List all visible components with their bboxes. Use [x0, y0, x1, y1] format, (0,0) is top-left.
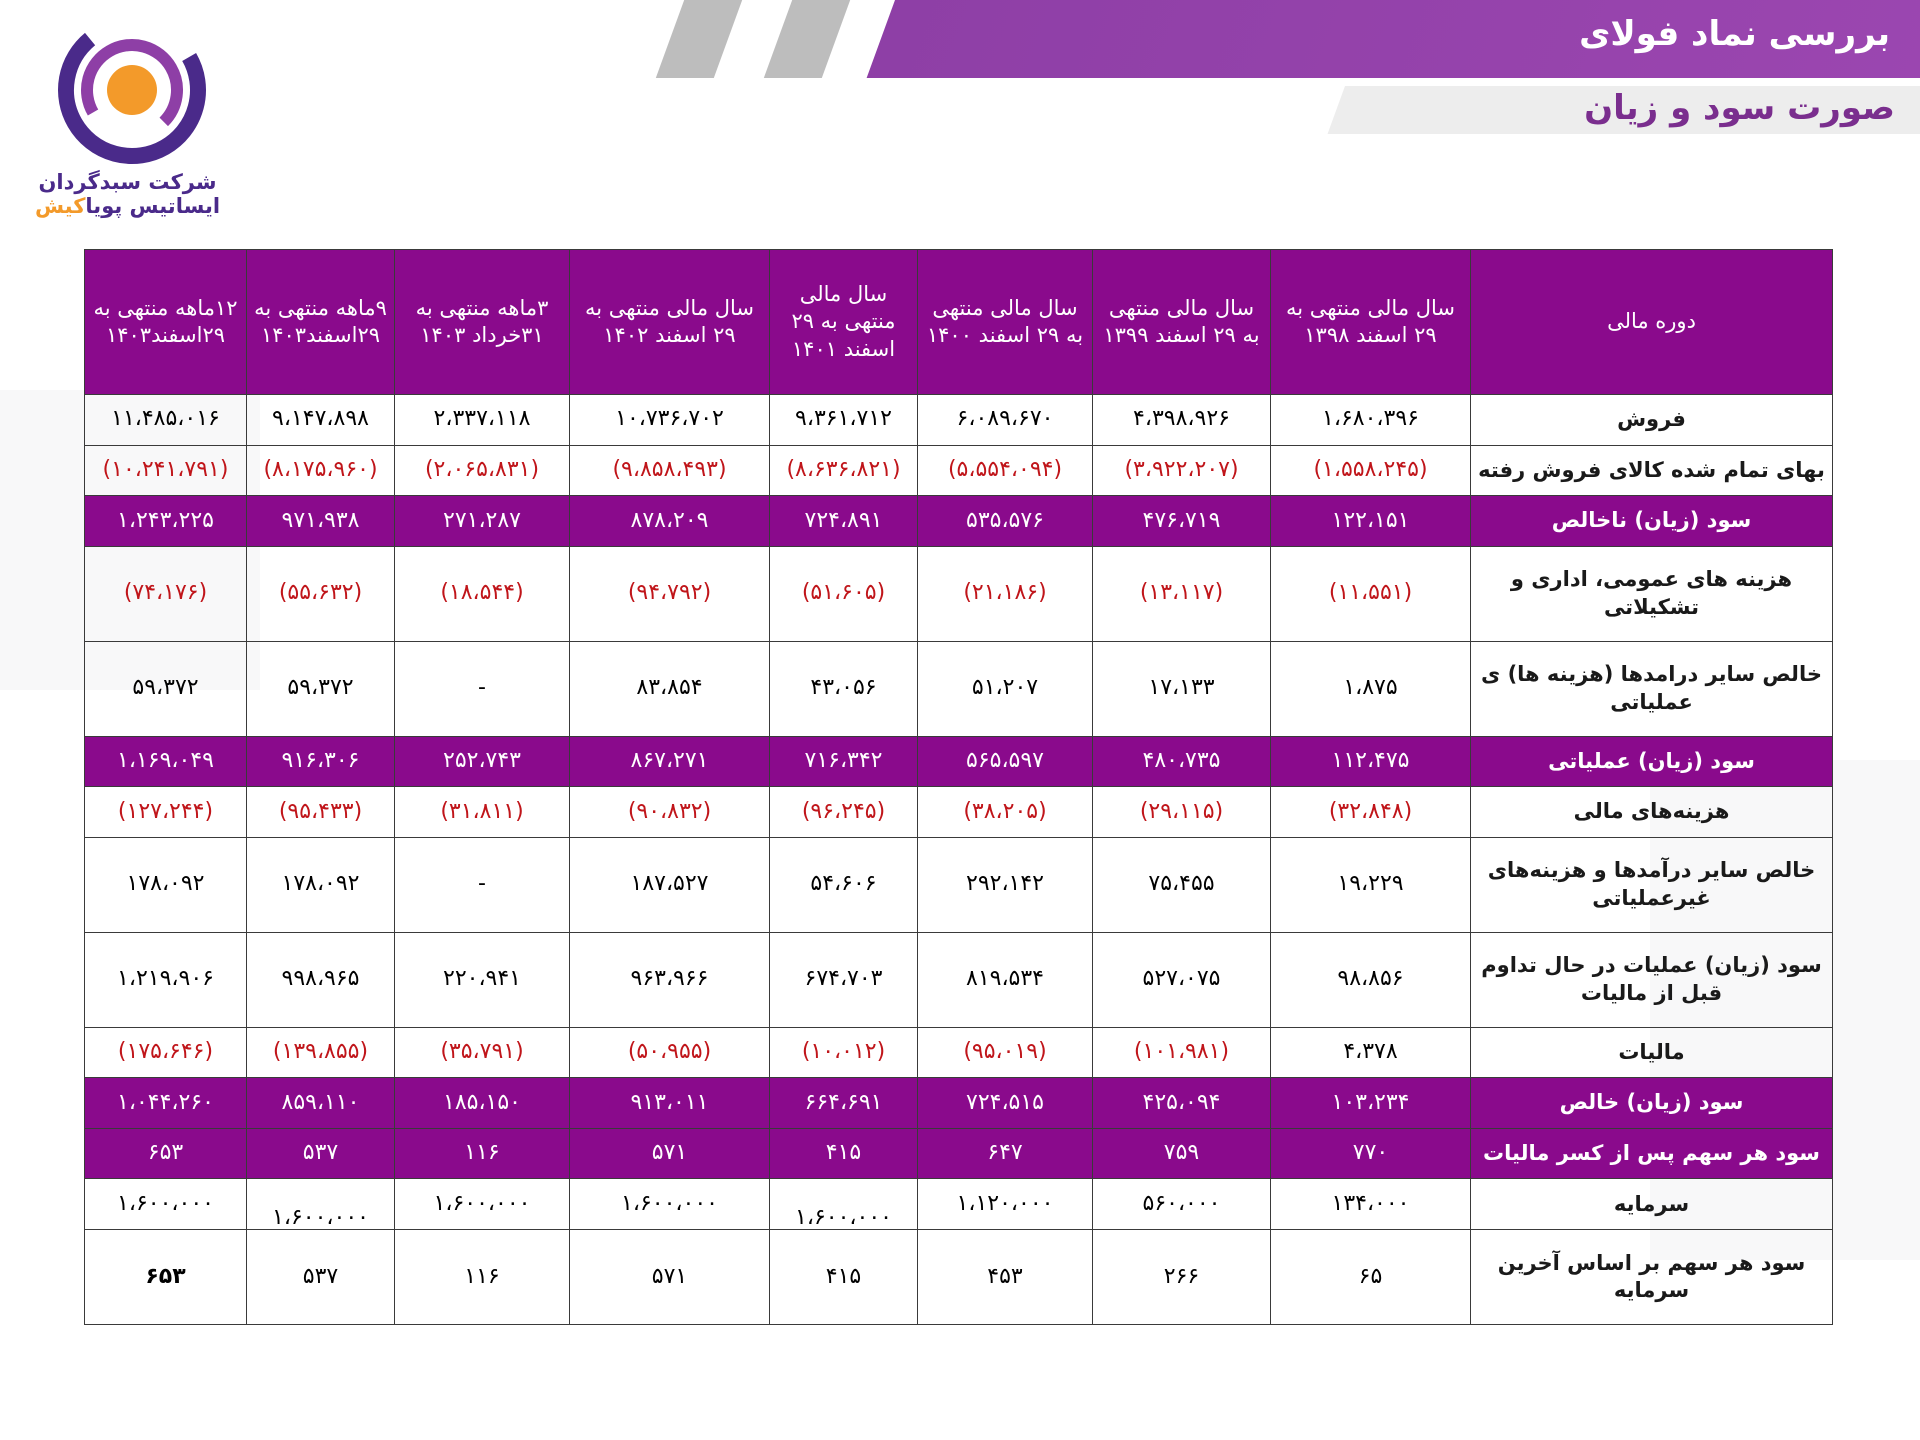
page-title: بررسی نماد فولای [1579, 14, 1890, 54]
table-cell: (۱۰،۰۱۲) [770, 1027, 918, 1078]
table-cell: ۴۸۰،۷۳۵ [1093, 736, 1271, 787]
table-cell: ۵۳۷ [247, 1230, 395, 1325]
table-cell: ۱۸۷،۵۲۷ [570, 837, 770, 932]
row-label: سود (زیان) خالص [1471, 1078, 1833, 1129]
table-cell: ۲،۳۳۷،۱۱۸ [395, 395, 570, 446]
table-cell: (۱۸،۵۴۴) [395, 546, 570, 641]
header-cell: سال مالی منتهی به ۲۹ اسفند ۱۳۹۸ [1271, 250, 1471, 395]
table-cell: ۵۳۵،۵۷۶ [918, 496, 1093, 547]
header-cell: سال مالی منتهی به ۲۹ اسفند ۱۳۹۹ [1093, 250, 1271, 395]
table-row [85, 395, 1833, 446]
table-cell: ۱۰،۷۳۶،۷۰۲ [570, 395, 770, 446]
table-cell: (۱۲۷،۲۴۴) [85, 787, 247, 838]
table-cell: ۶۴۷ [918, 1128, 1093, 1179]
table-cell: (۱۰،۲۴۱،۷۹۱) [85, 445, 247, 496]
table-cell: ۴،۳۷۸ [1271, 1027, 1471, 1078]
table-cell: ۲۵۲،۷۴۳ [395, 736, 570, 787]
table-cell: ۱،۱۲۰،۰۰۰ [918, 1179, 1093, 1230]
row-label: مالیات [1471, 1027, 1833, 1078]
row-label: بهای تمام شده کالای فروش رفته [1471, 445, 1833, 496]
table-cell: (۱۱،۵۵۱) [1271, 546, 1471, 641]
table-cell: (۲،۰۶۵،۸۳۱) [395, 445, 570, 496]
table-cell: ۵۶۰،۰۰۰ [1093, 1179, 1271, 1230]
table-cell: ۴۷۶،۷۱۹ [1093, 496, 1271, 547]
table-cell: ۵۱،۲۰۷ [918, 641, 1093, 736]
table-cell: ۹۷۱،۹۳۸ [247, 496, 395, 547]
table-row [85, 546, 1833, 641]
table-cell: (۳۱،۸۱۱) [395, 787, 570, 838]
banner-stripe [764, 0, 850, 78]
table-cell: ۴۱۵ [770, 1230, 918, 1325]
header-cell: ۹ماهه منتهی به ۲۹اسفند۱۴۰۳ [247, 250, 395, 395]
row-label: خالص سایر درآمدها و هزینه‌های غیرعملیاتی [1471, 837, 1833, 932]
table-cell: ۹۸،۸۵۶ [1271, 932, 1471, 1027]
table-cell: (۷۴،۱۷۶) [85, 546, 247, 641]
table-cell: ۹،۳۶۱،۷۱۲ [770, 395, 918, 446]
table-cell: (۱۳۹،۸۵۵) [247, 1027, 395, 1078]
table-cell: ۷۲۴،۸۹۱ [770, 496, 918, 547]
table-cell: (۳،۹۲۲،۲۰۷) [1093, 445, 1271, 496]
table-cell: ۷۲۴،۵۱۵ [918, 1078, 1093, 1129]
table-cell: ۱۷۸،۰۹۲ [85, 837, 247, 932]
table-row [85, 932, 1833, 1027]
table-cell: (۳۸،۲۰۵) [918, 787, 1093, 838]
table-cell: ۴۲۵،۰۹۴ [1093, 1078, 1271, 1129]
table-cell: - [395, 837, 570, 932]
table-cell: ۱،۰۴۴،۲۶۰ [85, 1078, 247, 1129]
table-cell: (۹۵،۰۱۹) [918, 1027, 1093, 1078]
table-cell: ۸۷۸،۲۰۹ [570, 496, 770, 547]
table-cell: ۹۹۸،۹۶۵ [247, 932, 395, 1027]
table-row [85, 445, 1833, 496]
table-row [85, 1179, 1833, 1230]
cell-value: ۱،۶۰۰،۰۰۰ [795, 1204, 892, 1230]
table-cell: ۲۶۶ [1093, 1230, 1271, 1325]
table-cell: ۸۵۹،۱۱۰ [247, 1078, 395, 1129]
table-cell: (۸،۱۷۵،۹۶۰) [247, 445, 395, 496]
table-cell: (۱۷۵،۶۴۶) [85, 1027, 247, 1078]
table-cell: ۱،۶۸۰،۳۹۶ [1271, 395, 1471, 446]
table-row [85, 787, 1833, 838]
table-cell [770, 1179, 918, 1230]
table-cell: ۱،۶۰۰،۰۰۰ [395, 1179, 570, 1230]
table-cell: ۲۷۱،۲۸۷ [395, 496, 570, 547]
table-cell: ۹۶۳،۹۶۶ [570, 932, 770, 1027]
table-cell: (۱۰۱،۹۸۱) [1093, 1027, 1271, 1078]
table-row [85, 736, 1833, 787]
logo-name-accent: کیش [34, 194, 86, 218]
row-label: سرمایه [1471, 1179, 1833, 1230]
table-cell: ۱،۶۰۰،۰۰۰ [570, 1179, 770, 1230]
table-cell: ۷۵،۴۵۵ [1093, 837, 1271, 932]
table-cell: ۱،۲۴۳،۲۲۵ [85, 496, 247, 547]
table-cell: ۶۶۴،۶۹۱ [770, 1078, 918, 1129]
row-label: خالص سایر درامدها (هزینه ها) ی عملیاتی [1471, 641, 1833, 736]
table-cell: ۸۶۷،۲۷۱ [570, 736, 770, 787]
table-row [85, 1027, 1833, 1078]
row-label: سود هر سهم بر اساس آخرین سرمایه [1471, 1230, 1833, 1325]
table-cell: (۹،۸۵۸،۴۹۳) [570, 445, 770, 496]
logo-name-main: ایساتیس پویا [85, 194, 221, 218]
table-cell: ۴۳،۰۵۶ [770, 641, 918, 736]
table-cell: ۶۷۴،۷۰۳ [770, 932, 918, 1027]
table-cell: ۵۳۷ [247, 1128, 395, 1179]
table-cell: ۷۱۶،۳۴۲ [770, 736, 918, 787]
table-cell: ۶،۰۸۹،۶۷۰ [918, 395, 1093, 446]
table-cell: ۹۱۳،۰۱۱ [570, 1078, 770, 1129]
table-header-row [85, 250, 1833, 395]
row-label: سود هر سهم پس از کسر مالیات [1471, 1128, 1833, 1179]
header-cell: ۳ماهه منتهی به ۳۱خرداد ۱۴۰۳ [395, 250, 570, 395]
table-cell: (۵،۵۵۴،۰۹۴) [918, 445, 1093, 496]
table-cell: ۱۹،۲۲۹ [1271, 837, 1471, 932]
table-row [85, 837, 1833, 932]
table-cell: (۸،۶۳۶،۸۲۱) [770, 445, 918, 496]
header-cell: ۱۲ماهه منتهی به ۲۹اسفند۱۴۰۳ [85, 250, 247, 395]
table-cell: ۱۱،۴۸۵،۰۱۶ [85, 395, 247, 446]
row-label: سود (زیان) ناخالص [1471, 496, 1833, 547]
income-statement-table [84, 249, 1833, 1325]
table-row [85, 1230, 1833, 1325]
table-cell: ۱،۲۱۹،۹۰۶ [85, 932, 247, 1027]
table-cell: (۲۱،۱۸۶) [918, 546, 1093, 641]
table-cell: ۲۹۲،۱۴۲ [918, 837, 1093, 932]
table-cell: - [395, 641, 570, 736]
table-cell: ۱۱۶ [395, 1230, 570, 1325]
row-label: سود (زیان) عملیاتی [1471, 736, 1833, 787]
table-cell: ۱۳۴،۰۰۰ [1271, 1179, 1471, 1230]
banner-stripe [656, 0, 742, 78]
cell-value: ۱،۶۰۰،۰۰۰ [272, 1204, 369, 1230]
logo-company-line1: شرکت سبدگردان [38, 170, 217, 194]
table-row [85, 496, 1833, 547]
table-cell: ۸۱۹،۵۳۴ [918, 932, 1093, 1027]
table-cell: (۱،۵۵۸،۲۴۵) [1271, 445, 1471, 496]
table-cell: (۱۳،۱۱۷) [1093, 546, 1271, 641]
table-cell: ۱۸۵،۱۵۰ [395, 1078, 570, 1129]
row-label: هزینه‌های مالی [1471, 787, 1833, 838]
table-cell: ۱۱۶ [395, 1128, 570, 1179]
table-cell: ۵۷۱ [570, 1230, 770, 1325]
row-label: فروش [1471, 395, 1833, 446]
row-label: سود (زیان) عملیات در حال تداوم قبل از مالیات [1471, 932, 1833, 1027]
table-cell: ۱۷۸،۰۹۲ [247, 837, 395, 932]
logo-company-line2 [20, 194, 235, 218]
table-cell: ۱،۸۷۵ [1271, 641, 1471, 736]
table-cell: ۴،۳۹۸،۹۲۶ [1093, 395, 1271, 446]
table-cell: ۱۷،۱۳۳ [1093, 641, 1271, 736]
table-cell: (۳۲،۸۴۸) [1271, 787, 1471, 838]
table-cell: (۹۶،۲۴۵) [770, 787, 918, 838]
table-cell: ۷۷۰ [1271, 1128, 1471, 1179]
table-row [85, 641, 1833, 736]
table-cell: ۴۵۳ [918, 1230, 1093, 1325]
table-cell: (۳۵،۷۹۱) [395, 1027, 570, 1078]
table-cell: (۹۵،۴۳۳) [247, 787, 395, 838]
table-cell: (۹۴،۷۹۲) [570, 546, 770, 641]
table-cell: ۸۳،۸۵۴ [570, 641, 770, 736]
table-cell: (۵۵،۶۳۲) [247, 546, 395, 641]
table-cell: ۴۱۵ [770, 1128, 918, 1179]
table-cell: ۱،۱۶۹،۰۴۹ [85, 736, 247, 787]
table-cell: ۵۲۷،۰۷۵ [1093, 932, 1271, 1027]
table-cell: ۱،۶۰۰،۰۰۰ [85, 1179, 247, 1230]
table-cell: ۶۵۳ [85, 1230, 247, 1325]
table-cell: ۵۹،۳۷۲ [247, 641, 395, 736]
row-label: هزینه های عمومی، اداری و تشکیلاتی [1471, 546, 1833, 641]
table-cell: ۷۵۹ [1093, 1128, 1271, 1179]
header-cell: سال مالی منتهی به ۲۹ اسفند ۱۴۰۱ [770, 250, 918, 395]
table-cell: ۹۱۶،۳۰۶ [247, 736, 395, 787]
table-cell: ۱۱۲،۴۷۵ [1271, 736, 1471, 787]
table-cell: (۵۱،۶۰۵) [770, 546, 918, 641]
table-cell: ۲۲۰،۹۴۱ [395, 932, 570, 1027]
table-row [85, 1078, 1833, 1129]
header-cell: سال مالی منتهی به ۲۹ اسفند ۱۴۰۲ [570, 250, 770, 395]
table-cell: ۶۵۳ [85, 1128, 247, 1179]
table-cell: ۵۷۱ [570, 1128, 770, 1179]
table-cell: ۱۲۲،۱۵۱ [1271, 496, 1471, 547]
header-cell: دوره مالی [1471, 250, 1833, 395]
table-row [85, 1128, 1833, 1179]
table-cell: ۵۹،۳۷۲ [85, 641, 247, 736]
table-cell [247, 1179, 395, 1230]
table-cell: (۵۰،۹۵۵) [570, 1027, 770, 1078]
table-cell: ۵۶۵،۵۹۷ [918, 736, 1093, 787]
table-cell: ۱۰۳،۲۳۴ [1271, 1078, 1471, 1129]
table-cell: ۹،۱۴۷،۸۹۸ [247, 395, 395, 446]
table-cell: (۲۹،۱۱۵) [1093, 787, 1271, 838]
table-cell: (۹۰،۸۳۲) [570, 787, 770, 838]
page-subtitle: صورت سود و زیان [1584, 88, 1895, 128]
table-cell: ۵۴،۶۰۶ [770, 837, 918, 932]
table-cell: ۶۵ [1271, 1230, 1471, 1325]
header-cell: سال مالی منتهی به ۲۹ اسفند ۱۴۰۰ [918, 250, 1093, 395]
